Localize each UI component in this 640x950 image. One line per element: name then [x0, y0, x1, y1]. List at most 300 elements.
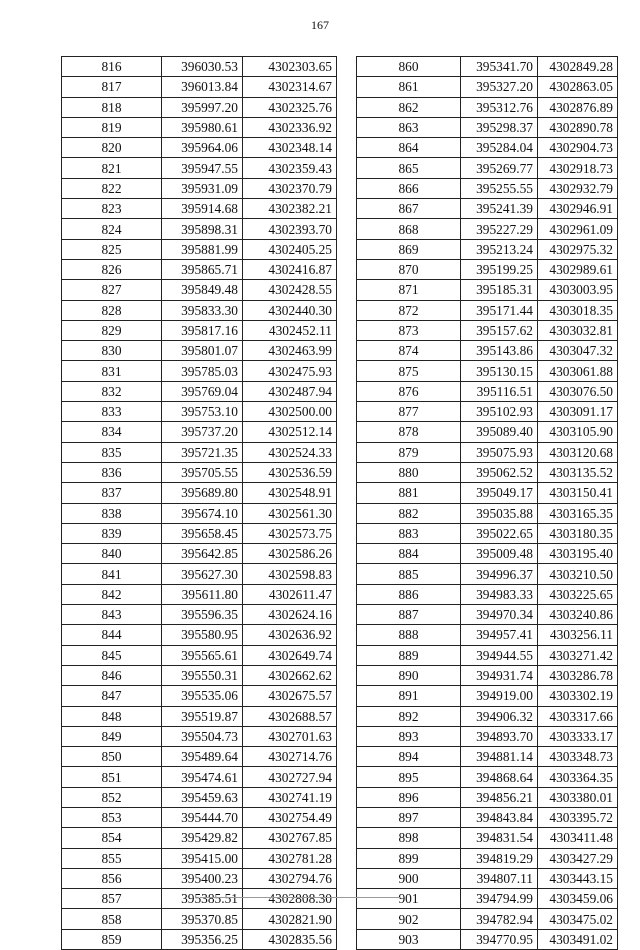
y-coordinate-cell: 4302452.11	[243, 320, 337, 340]
x-coordinate-cell: 395817.16	[162, 320, 243, 340]
point-number-cell: 842	[62, 584, 162, 604]
y-coordinate-cell: 4302598.83	[243, 564, 337, 584]
table-row	[357, 462, 618, 482]
x-coordinate-cell: 395227.29	[461, 219, 538, 239]
y-coordinate-cell: 4303061.88	[538, 361, 618, 381]
point-number-cell: 880	[357, 462, 461, 482]
x-coordinate-cell: 395753.10	[162, 402, 243, 422]
x-coordinate-cell: 395415.00	[162, 848, 243, 868]
table-row	[357, 828, 618, 848]
table-row	[62, 868, 337, 888]
table-row	[62, 219, 337, 239]
table-row	[62, 138, 337, 158]
point-number-cell: 875	[357, 361, 461, 381]
x-coordinate-cell: 394919.00	[461, 686, 538, 706]
point-number-cell: 892	[357, 706, 461, 726]
y-coordinate-cell: 4302416.87	[243, 259, 337, 279]
y-coordinate-cell: 4302863.05	[538, 77, 618, 97]
y-coordinate-cell: 4303491.02	[538, 929, 618, 949]
table-row	[357, 77, 618, 97]
x-coordinate-cell: 395535.06	[162, 686, 243, 706]
table-row	[62, 889, 337, 909]
y-coordinate-cell: 4303411.48	[538, 828, 618, 848]
x-coordinate-cell: 395785.03	[162, 361, 243, 381]
point-number-cell: 832	[62, 381, 162, 401]
point-number-cell: 849	[62, 726, 162, 746]
x-coordinate-cell: 394831.54	[461, 828, 538, 848]
x-coordinate-cell: 395565.61	[162, 645, 243, 665]
x-coordinate-cell: 395356.25	[162, 929, 243, 949]
table-row	[62, 929, 337, 949]
y-coordinate-cell: 4303210.50	[538, 564, 618, 584]
x-coordinate-cell: 395284.04	[461, 138, 538, 158]
table-row	[357, 665, 618, 685]
y-coordinate-cell: 4302428.55	[243, 280, 337, 300]
y-coordinate-cell: 4302359.43	[243, 158, 337, 178]
x-coordinate-cell: 395185.31	[461, 280, 538, 300]
y-coordinate-cell: 4303443.15	[538, 868, 618, 888]
y-coordinate-cell: 4302821.90	[243, 909, 337, 929]
table-row	[357, 605, 618, 625]
x-coordinate-cell: 395947.55	[162, 158, 243, 178]
point-number-cell: 817	[62, 77, 162, 97]
table-row	[62, 665, 337, 685]
point-number-cell: 879	[357, 442, 461, 462]
table-row	[62, 686, 337, 706]
x-coordinate-cell: 394944.55	[461, 645, 538, 665]
y-coordinate-cell: 4303047.32	[538, 341, 618, 361]
point-number-cell: 846	[62, 665, 162, 685]
y-coordinate-cell: 4302524.33	[243, 442, 337, 462]
table-row	[357, 483, 618, 503]
y-coordinate-cell: 4302961.09	[538, 219, 618, 239]
x-coordinate-cell: 395429.82	[162, 828, 243, 848]
y-coordinate-cell: 4302688.57	[243, 706, 337, 726]
point-number-cell: 824	[62, 219, 162, 239]
point-number-cell: 866	[357, 178, 461, 198]
y-coordinate-cell: 4303120.68	[538, 442, 618, 462]
point-number-cell: 851	[62, 767, 162, 787]
point-number-cell: 865	[357, 158, 461, 178]
x-coordinate-cell: 394983.33	[461, 584, 538, 604]
x-coordinate-cell: 395642.85	[162, 544, 243, 564]
page-number: 167	[311, 18, 329, 32]
y-coordinate-cell: 4303427.29	[538, 848, 618, 868]
point-number-cell: 903	[357, 929, 461, 949]
x-coordinate-cell: 395674.10	[162, 503, 243, 523]
table-row	[357, 158, 618, 178]
point-number-cell: 861	[357, 77, 461, 97]
point-number-cell: 878	[357, 422, 461, 442]
x-coordinate-cell: 394881.14	[461, 747, 538, 767]
point-number-cell: 853	[62, 807, 162, 827]
table-row	[62, 320, 337, 340]
y-coordinate-cell: 4303286.78	[538, 665, 618, 685]
x-coordinate-cell: 395089.40	[461, 422, 538, 442]
y-coordinate-cell: 4302890.78	[538, 117, 618, 137]
x-coordinate-cell: 395400.23	[162, 868, 243, 888]
y-coordinate-cell: 4302727.94	[243, 767, 337, 787]
table-row	[357, 625, 618, 645]
x-coordinate-cell: 395801.07	[162, 341, 243, 361]
table-row	[62, 807, 337, 827]
x-coordinate-cell: 395627.30	[162, 564, 243, 584]
table-row	[62, 300, 337, 320]
x-coordinate-cell: 395769.04	[162, 381, 243, 401]
point-number-cell: 836	[62, 462, 162, 482]
table-row	[357, 402, 618, 422]
point-number-cell: 848	[62, 706, 162, 726]
coordinates-table-right	[356, 56, 618, 950]
x-coordinate-cell: 395298.37	[461, 117, 538, 137]
table-row	[357, 442, 618, 462]
table-row	[357, 361, 618, 381]
point-number-cell: 834	[62, 422, 162, 442]
table-row	[357, 259, 618, 279]
table-row	[62, 77, 337, 97]
y-coordinate-cell: 4302767.85	[243, 828, 337, 848]
table-row	[62, 706, 337, 726]
table-row	[62, 158, 337, 178]
table-row	[357, 787, 618, 807]
x-coordinate-cell: 394868.64	[461, 767, 538, 787]
x-coordinate-cell: 395199.25	[461, 259, 538, 279]
x-coordinate-cell: 395009.48	[461, 544, 538, 564]
y-coordinate-cell: 4302754.49	[243, 807, 337, 827]
x-coordinate-cell: 395385.51	[162, 889, 243, 909]
point-number-cell: 901	[357, 889, 461, 909]
x-coordinate-cell: 395881.99	[162, 239, 243, 259]
point-number-cell: 868	[357, 219, 461, 239]
x-coordinate-cell: 395171.44	[461, 300, 538, 320]
y-coordinate-cell: 4302548.91	[243, 483, 337, 503]
point-number-cell: 886	[357, 584, 461, 604]
y-coordinate-cell: 4302975.32	[538, 239, 618, 259]
x-coordinate-cell: 395689.80	[162, 483, 243, 503]
table-row	[62, 239, 337, 259]
point-number-cell: 874	[357, 341, 461, 361]
x-coordinate-cell: 394856.21	[461, 787, 538, 807]
point-number-cell: 857	[62, 889, 162, 909]
point-number-cell: 902	[357, 909, 461, 929]
table-row	[62, 625, 337, 645]
table-row	[62, 605, 337, 625]
table-row	[357, 381, 618, 401]
table-row	[357, 117, 618, 137]
point-number-cell: 872	[357, 300, 461, 320]
x-coordinate-cell: 395596.35	[162, 605, 243, 625]
y-coordinate-cell: 4303195.40	[538, 544, 618, 564]
y-coordinate-cell: 4302370.79	[243, 178, 337, 198]
y-coordinate-cell: 4303475.02	[538, 909, 618, 929]
y-coordinate-cell: 4302440.30	[243, 300, 337, 320]
y-coordinate-cell: 4303256.11	[538, 625, 618, 645]
point-number-cell: 841	[62, 564, 162, 584]
table-row	[357, 523, 618, 543]
table-row	[357, 726, 618, 746]
table-row	[357, 97, 618, 117]
table-row	[357, 848, 618, 868]
table-row	[62, 259, 337, 279]
table-row	[357, 868, 618, 888]
point-number-cell: 876	[357, 381, 461, 401]
x-coordinate-cell: 395035.88	[461, 503, 538, 523]
point-number-cell: 821	[62, 158, 162, 178]
point-number-cell: 900	[357, 868, 461, 888]
point-number-cell: 850	[62, 747, 162, 767]
y-coordinate-cell: 4303165.35	[538, 503, 618, 523]
y-coordinate-cell: 4303333.17	[538, 726, 618, 746]
y-coordinate-cell: 4303302.19	[538, 686, 618, 706]
table-row	[62, 361, 337, 381]
point-number-cell: 870	[357, 259, 461, 279]
x-coordinate-cell: 395312.76	[461, 97, 538, 117]
point-number-cell: 845	[62, 645, 162, 665]
table-row	[357, 564, 618, 584]
y-coordinate-cell: 4302405.25	[243, 239, 337, 259]
x-coordinate-cell: 394794.99	[461, 889, 538, 909]
table-row	[357, 503, 618, 523]
table-row	[357, 909, 618, 929]
y-coordinate-cell: 4303003.95	[538, 280, 618, 300]
y-coordinate-cell: 4302636.92	[243, 625, 337, 645]
table-row	[357, 57, 618, 77]
x-coordinate-cell: 395849.48	[162, 280, 243, 300]
point-number-cell: 867	[357, 199, 461, 219]
table-row	[62, 381, 337, 401]
x-coordinate-cell: 395489.64	[162, 747, 243, 767]
x-coordinate-cell: 395865.71	[162, 259, 243, 279]
point-number-cell: 835	[62, 442, 162, 462]
x-coordinate-cell: 395705.55	[162, 462, 243, 482]
x-coordinate-cell: 394931.74	[461, 665, 538, 685]
y-coordinate-cell: 4303018.35	[538, 300, 618, 320]
y-coordinate-cell: 4302382.21	[243, 199, 337, 219]
point-number-cell: 885	[357, 564, 461, 584]
table-row	[357, 767, 618, 787]
point-number-cell: 864	[357, 138, 461, 158]
y-coordinate-cell: 4303317.66	[538, 706, 618, 726]
table-row	[62, 584, 337, 604]
y-coordinate-cell: 4303395.72	[538, 807, 618, 827]
table-row	[62, 747, 337, 767]
y-coordinate-cell: 4302348.14	[243, 138, 337, 158]
x-coordinate-cell: 395143.86	[461, 341, 538, 361]
y-coordinate-cell: 4302675.57	[243, 686, 337, 706]
x-coordinate-cell: 395658.45	[162, 523, 243, 543]
y-coordinate-cell: 4302835.56	[243, 929, 337, 949]
x-coordinate-cell: 395459.63	[162, 787, 243, 807]
point-number-cell: 844	[62, 625, 162, 645]
table-row	[357, 706, 618, 726]
point-number-cell: 873	[357, 320, 461, 340]
y-coordinate-cell: 4303225.65	[538, 584, 618, 604]
y-coordinate-cell: 4302561.30	[243, 503, 337, 523]
y-coordinate-cell: 4302512.14	[243, 422, 337, 442]
table-row	[62, 909, 337, 929]
y-coordinate-cell: 4302808.30	[243, 889, 337, 909]
x-coordinate-cell: 395519.87	[162, 706, 243, 726]
point-number-cell: 854	[62, 828, 162, 848]
x-coordinate-cell: 395049.17	[461, 483, 538, 503]
y-coordinate-cell: 4302314.67	[243, 77, 337, 97]
point-number-cell: 819	[62, 117, 162, 137]
point-number-cell: 852	[62, 787, 162, 807]
y-coordinate-cell: 4302487.94	[243, 381, 337, 401]
x-coordinate-cell: 395550.31	[162, 665, 243, 685]
x-coordinate-cell: 394782.94	[461, 909, 538, 929]
table-row	[357, 199, 618, 219]
x-coordinate-cell: 395474.61	[162, 767, 243, 787]
y-coordinate-cell: 4302303.65	[243, 57, 337, 77]
table-row	[62, 442, 337, 462]
x-coordinate-cell: 395721.35	[162, 442, 243, 462]
y-coordinate-cell: 4303180.35	[538, 523, 618, 543]
point-number-cell: 893	[357, 726, 461, 746]
table-row	[357, 239, 618, 259]
x-coordinate-cell: 395102.93	[461, 402, 538, 422]
point-number-cell: 830	[62, 341, 162, 361]
x-coordinate-cell: 395504.73	[162, 726, 243, 746]
table-row	[357, 422, 618, 442]
y-coordinate-cell: 4302624.16	[243, 605, 337, 625]
table-row	[62, 645, 337, 665]
table-row	[357, 686, 618, 706]
table-row	[62, 117, 337, 137]
point-number-cell: 847	[62, 686, 162, 706]
x-coordinate-cell: 395611.80	[162, 584, 243, 604]
point-number-cell: 840	[62, 544, 162, 564]
x-coordinate-cell: 395580.95	[162, 625, 243, 645]
point-number-cell: 889	[357, 645, 461, 665]
table-row	[62, 483, 337, 503]
table-row	[357, 178, 618, 198]
table-row	[62, 848, 337, 868]
y-coordinate-cell: 4302573.75	[243, 523, 337, 543]
point-number-cell: 863	[357, 117, 461, 137]
table-row	[357, 219, 618, 239]
y-coordinate-cell: 4303032.81	[538, 320, 618, 340]
point-number-cell: 818	[62, 97, 162, 117]
y-coordinate-cell: 4302741.19	[243, 787, 337, 807]
point-number-cell: 843	[62, 605, 162, 625]
x-coordinate-cell: 395341.70	[461, 57, 538, 77]
y-coordinate-cell: 4302876.89	[538, 97, 618, 117]
x-coordinate-cell: 395964.06	[162, 138, 243, 158]
x-coordinate-cell: 395269.77	[461, 158, 538, 178]
y-coordinate-cell: 4303364.35	[538, 767, 618, 787]
table-row	[357, 341, 618, 361]
table-row	[357, 807, 618, 827]
y-coordinate-cell: 4302611.47	[243, 584, 337, 604]
point-number-cell: 820	[62, 138, 162, 158]
x-coordinate-cell: 395833.30	[162, 300, 243, 320]
point-number-cell: 895	[357, 767, 461, 787]
y-coordinate-cell: 4302918.73	[538, 158, 618, 178]
x-coordinate-cell: 395213.24	[461, 239, 538, 259]
table-row	[357, 138, 618, 158]
y-coordinate-cell: 4303135.52	[538, 462, 618, 482]
point-number-cell: 899	[357, 848, 461, 868]
table-row	[62, 726, 337, 746]
table-row	[62, 280, 337, 300]
y-coordinate-cell: 4303459.06	[538, 889, 618, 909]
x-coordinate-cell: 395444.70	[162, 807, 243, 827]
x-coordinate-cell: 395931.09	[162, 178, 243, 198]
table-row	[62, 422, 337, 442]
y-coordinate-cell: 4303076.50	[538, 381, 618, 401]
point-number-cell: 881	[357, 483, 461, 503]
y-coordinate-cell: 4302794.76	[243, 868, 337, 888]
x-coordinate-cell: 395075.93	[461, 442, 538, 462]
y-coordinate-cell: 4302714.76	[243, 747, 337, 767]
table-row	[357, 584, 618, 604]
x-coordinate-cell: 394893.70	[461, 726, 538, 746]
table-row	[62, 199, 337, 219]
point-number-cell: 831	[62, 361, 162, 381]
point-number-cell: 858	[62, 909, 162, 929]
x-coordinate-cell: 395898.31	[162, 219, 243, 239]
y-coordinate-cell: 4302932.79	[538, 178, 618, 198]
x-coordinate-cell: 395980.61	[162, 117, 243, 137]
x-coordinate-cell: 394906.32	[461, 706, 538, 726]
table-row	[357, 544, 618, 564]
point-number-cell: 827	[62, 280, 162, 300]
x-coordinate-cell: 395062.52	[461, 462, 538, 482]
point-number-cell: 894	[357, 747, 461, 767]
y-coordinate-cell: 4302649.74	[243, 645, 337, 665]
point-number-cell: 855	[62, 848, 162, 868]
point-number-cell: 862	[357, 97, 461, 117]
x-coordinate-cell: 395022.65	[461, 523, 538, 543]
point-number-cell: 859	[62, 929, 162, 949]
table-row	[62, 787, 337, 807]
footer-divider	[200, 897, 400, 898]
y-coordinate-cell: 4302904.73	[538, 138, 618, 158]
table-row	[357, 280, 618, 300]
table-row	[62, 462, 337, 482]
x-coordinate-cell: 394819.29	[461, 848, 538, 868]
point-number-cell: 890	[357, 665, 461, 685]
point-number-cell: 816	[62, 57, 162, 77]
table-row	[357, 747, 618, 767]
x-coordinate-cell: 394996.37	[461, 564, 538, 584]
point-number-cell: 822	[62, 178, 162, 198]
table-row	[62, 767, 337, 787]
table-row	[62, 402, 337, 422]
y-coordinate-cell: 4302701.63	[243, 726, 337, 746]
point-number-cell: 856	[62, 868, 162, 888]
point-number-cell: 826	[62, 259, 162, 279]
y-coordinate-cell: 4303150.41	[538, 483, 618, 503]
point-number-cell: 825	[62, 239, 162, 259]
y-coordinate-cell: 4303091.17	[538, 402, 618, 422]
y-coordinate-cell: 4302586.26	[243, 544, 337, 564]
x-coordinate-cell: 394970.34	[461, 605, 538, 625]
point-number-cell: 838	[62, 503, 162, 523]
x-coordinate-cell: 396030.53	[162, 57, 243, 77]
x-coordinate-cell: 395241.39	[461, 199, 538, 219]
point-number-cell: 882	[357, 503, 461, 523]
point-number-cell: 837	[62, 483, 162, 503]
y-coordinate-cell: 4302393.70	[243, 219, 337, 239]
y-coordinate-cell: 4302989.61	[538, 259, 618, 279]
x-coordinate-cell: 395116.51	[461, 381, 538, 401]
table-row	[357, 300, 618, 320]
x-coordinate-cell: 395255.55	[461, 178, 538, 198]
point-number-cell: 877	[357, 402, 461, 422]
table-row	[62, 341, 337, 361]
